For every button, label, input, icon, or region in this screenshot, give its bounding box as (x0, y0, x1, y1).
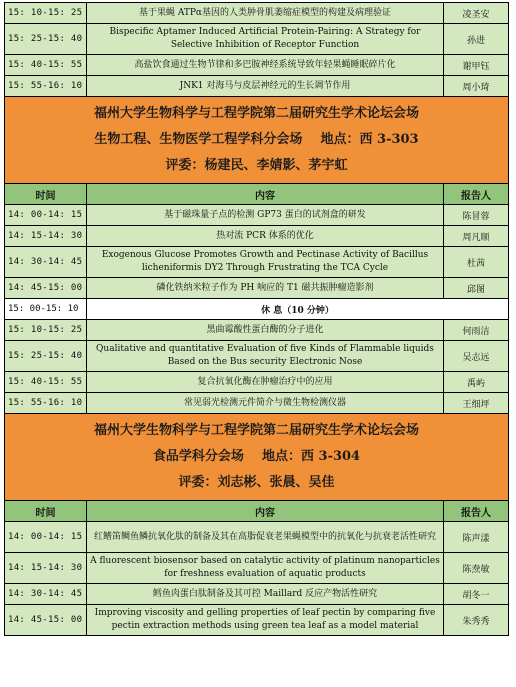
table-header-row (5, 501, 509, 522)
topic-cell: 黑曲霉酸性蛋白酶的分子进化 (87, 320, 444, 341)
time-cell: 15: 40-15: 55 (5, 55, 87, 76)
presenter-cell: 邱图 (444, 278, 509, 299)
table-row (5, 522, 509, 553)
header-topic: 内容 (87, 501, 444, 522)
topic-cell: JNK1 对海马与皮层神经元的生长调节作用 (87, 76, 444, 97)
topic-cell: 基于果蝇 ATPα基因的人类肿骨肌萎缩症模型的构建及病理验证 (87, 3, 444, 24)
time-cell: 15: 25-15: 40 (5, 24, 87, 55)
presenter-cell: 禹屿 (444, 372, 509, 393)
presenter-cell: 朱秀秀 (444, 605, 509, 636)
table-row (5, 24, 509, 55)
session-subtitle: 生物工程、生物医学工程学科分会场 地点：西 3-303 (94, 132, 419, 147)
time-cell: 14: 45-15: 00 (5, 605, 87, 636)
time-cell: 14: 00-14: 15 (5, 522, 87, 553)
presenter-cell: 吴志远 (444, 341, 509, 372)
table-row (5, 76, 509, 97)
presenter-cell: 何雨洁 (444, 320, 509, 341)
presenter-cell: 王细坪 (444, 393, 509, 414)
topic-cell: Exogenous Glucose Promotes Growth and Pectinase Activity of Bacillus licheniformis DY2 Through Frustrating the TCA Cycle (87, 247, 444, 278)
table-row (5, 605, 509, 636)
topic-cell: 热对流 PCR 体系的优化 (87, 226, 444, 247)
table-row (5, 3, 509, 24)
topic-cell: Qualitative and quantitative Evaluation of five Kinds of Flammable liquids Based on the Bus security Electronic Nose (87, 341, 444, 372)
time-cell: 14: 00-14: 15 (5, 205, 87, 226)
presenter-cell: 陈焘敏 (444, 553, 509, 584)
time-cell: 14: 45-15: 00 (5, 278, 87, 299)
table-row (5, 247, 509, 278)
presenter-cell: 杜茜 (444, 247, 509, 278)
header-presenter: 报告人 (444, 501, 509, 522)
schedule-table (4, 2, 509, 636)
header-presenter: 报告人 (444, 184, 509, 205)
break-row (5, 299, 509, 320)
table-row (5, 393, 509, 414)
topic-cell: 基于磁珠量子点的检测 GP73 蛋白的试剂盒的研发 (87, 205, 444, 226)
topic-cell: Bispecific Aptamer Induced Artificial Protein-Pairing: A Strategy for Selective Inhibition of Receptor Function (87, 24, 444, 55)
table-row (5, 55, 509, 76)
time-cell: 14: 30-14: 45 (5, 247, 87, 278)
presenter-cell: 谢甲钰 (444, 55, 509, 76)
time-cell: 15: 00-15: 10 (5, 299, 87, 320)
session-judges: 评委：杨建民、李婧影、茅宇虹 (165, 158, 348, 173)
time-cell: 15: 40-15: 55 (5, 372, 87, 393)
presenter-cell: 孙进 (444, 24, 509, 55)
topic-cell: 复合抗氧化酶在肿瘤治疗中的应用 (87, 372, 444, 393)
session-subtitle: 食品学科分会场 地点：西 3-304 (152, 449, 361, 464)
topic-cell: A fluorescent biosensor based on catalytic activity of platinum nanoparticles for freshness evaluation of aquatic products (87, 553, 444, 584)
header-topic: 内容 (87, 184, 444, 205)
time-cell: 14: 15-14: 30 (5, 553, 87, 584)
header-time: 时间 (5, 501, 87, 522)
session-title: 福州大学生物科学与工程学院第二届研究生学术论坛会场 (93, 423, 419, 438)
table-row (5, 553, 509, 584)
session-title: 福州大学生物科学与工程学院第二届研究生学术论坛会场 (93, 106, 419, 121)
time-cell: 15: 10-15: 25 (5, 3, 87, 24)
table-row (5, 372, 509, 393)
time-cell: 14: 15-14: 30 (5, 226, 87, 247)
session-banner (5, 414, 509, 501)
presenter-cell: 周小琦 (444, 76, 509, 97)
time-cell: 15: 10-15: 25 (5, 320, 87, 341)
break-label: 休 息（10 分钟） (87, 299, 509, 320)
header-time: 时间 (5, 184, 87, 205)
presenter-cell: 凌圣安 (444, 3, 509, 24)
topic-cell: 常见弱光检测元件简介与微生物检测仪器 (87, 393, 444, 414)
topic-cell: Improving viscosity and gelling properties of leaf pectin by comparing five pectin extraction methods using green tea leaf as a model material (87, 605, 444, 636)
table-row (5, 278, 509, 299)
presenter-cell: 胡冬一 (444, 584, 509, 605)
session-judges: 评委：刘志彬、张晨、吴佳 (178, 475, 335, 490)
time-cell: 15: 55-16: 10 (5, 393, 87, 414)
time-cell: 14: 30-14: 45 (5, 584, 87, 605)
presenter-cell: 陈声漾 (444, 522, 509, 553)
table-row (5, 226, 509, 247)
schedule-sheet (4, 2, 508, 636)
presenter-cell: 陈冒蓉 (444, 205, 509, 226)
table-row (5, 341, 509, 372)
table-row (5, 584, 509, 605)
time-cell: 15: 55-16: 10 (5, 76, 87, 97)
table-row (5, 205, 509, 226)
session-banner (5, 97, 509, 184)
topic-cell: 红鳍笛鲷鱼鳞抗氧化肽的制备及其在高脂促衰老果蝇模型中的抗氧化与抗衰老活性研究 (87, 522, 444, 553)
table-row (5, 320, 509, 341)
time-cell: 15: 25-15: 40 (5, 341, 87, 372)
topic-cell: 鳕鱼肉蛋白肽制备及其可控 Maillard 反应产物活性研究 (87, 584, 444, 605)
presenter-cell: 周凡顺 (444, 226, 509, 247)
topic-cell: 高盐饮食通过生物节律和多巴胺神经系统导致年轻果蝇睡眠碎片化 (87, 55, 444, 76)
table-header-row (5, 184, 509, 205)
topic-cell: 磷化铁纳米粒子作为 PH 响应的 T1 磁共振肿瘤造影剂 (87, 278, 444, 299)
